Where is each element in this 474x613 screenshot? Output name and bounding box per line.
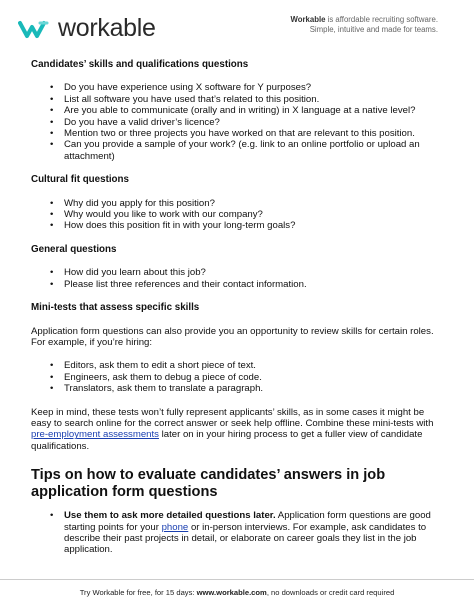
logo-text: workable [58, 14, 156, 42]
minitests-heading: Mini-tests that assess specific skills [31, 302, 200, 314]
page-header [0, 0, 474, 58]
page-footer [0, 588, 474, 597]
footer-text-before: Try Workable for free, for 15 days: [79, 588, 197, 597]
list-item [31, 510, 447, 556]
workable-logo-icon [18, 19, 52, 39]
cultural-list [31, 198, 447, 232]
note-text-before: Keep in mind, these tests won’t fully represent applicants’ skills, as in some cases it might be easy to search online for the correct answer or seek help offline. Combine these mini-tests with [31, 406, 434, 429]
tagline-brand: Workable [290, 15, 326, 24]
skills-list [31, 82, 447, 162]
general-heading: General questions [31, 243, 117, 255]
tagline-line2: Simple, intuitive and made for teams. [309, 25, 438, 34]
list-item: • Do you have experience using X software for Y purposes? [31, 82, 447, 93]
minitests-note [31, 407, 447, 453]
skills-heading: Candidates’ skills and qualifications questions [31, 59, 249, 70]
list-item: • Engineers, ask them to debug a piece of code. [31, 372, 447, 383]
list-item: • How did you learn about this job? [31, 267, 447, 278]
tagline-line1: is affordable recruiting software. [325, 15, 438, 24]
cultural-heading: Cultural fit questions [31, 174, 129, 186]
workable-logo[interactable] [18, 14, 156, 43]
list-item: • Are you able to communicate (orally and in writing) in X language at a native level? [31, 105, 447, 116]
pre-employment-assessments-link[interactable]: pre-employment assessments [31, 429, 159, 441]
tip-text-after: or in-person interviews. For example, ask candidates to describe their past projects in detail, or elaborate on career goals they list in the job application. [64, 521, 427, 556]
list-item: • Translators, ask them to translate a paragraph. [31, 383, 447, 394]
list-item: • Can you provide a sample of your work? (e.g. link to an online portfolio or upload an attachment) [31, 139, 447, 162]
phone-link[interactable]: phone [161, 521, 189, 533]
tip-bold: Use them to ask more detailed questions later. [64, 510, 276, 522]
tagline [291, 15, 439, 35]
tip-text-before: Application form questions are good starting points for your [64, 510, 431, 533]
list-item: • Please list three references and their contact information. [31, 279, 447, 290]
tips-list [31, 510, 447, 556]
minitests-list [31, 360, 447, 394]
list-item: • Editors, ask them to edit a short piece of text. [31, 360, 447, 371]
footer-text-after: , no downloads or credit card required [266, 588, 395, 597]
minitests-intro: Application form questions can also provide you an opportunity to review skills for certain roles. For example, if you’re hiring: [31, 325, 434, 348]
workable-footer-link[interactable]: www.workable.com [196, 588, 267, 597]
list-item: • How does this position fit in with your long-term goals? [31, 220, 447, 231]
tips-heading: Tips on how to evaluate candidates’ answers in job application form questions [31, 467, 386, 500]
list-item: • Why did you apply for this position? [31, 198, 447, 209]
list-item: • Why would you like to work with our company? [31, 209, 447, 220]
general-list [31, 267, 447, 290]
list-item: • Do you have a valid driver’s licence? [31, 117, 447, 128]
list-item: • Mention two or three projects you have worked on that are relevant to this position. [31, 128, 447, 139]
note-text-after: later on in your hiring process to get a fuller view of candidate qualifications. [31, 429, 423, 452]
document-body [31, 59, 447, 556]
list-item: • List all software you have used that’s related to this position. [31, 94, 447, 105]
footer-divider [0, 579, 474, 580]
